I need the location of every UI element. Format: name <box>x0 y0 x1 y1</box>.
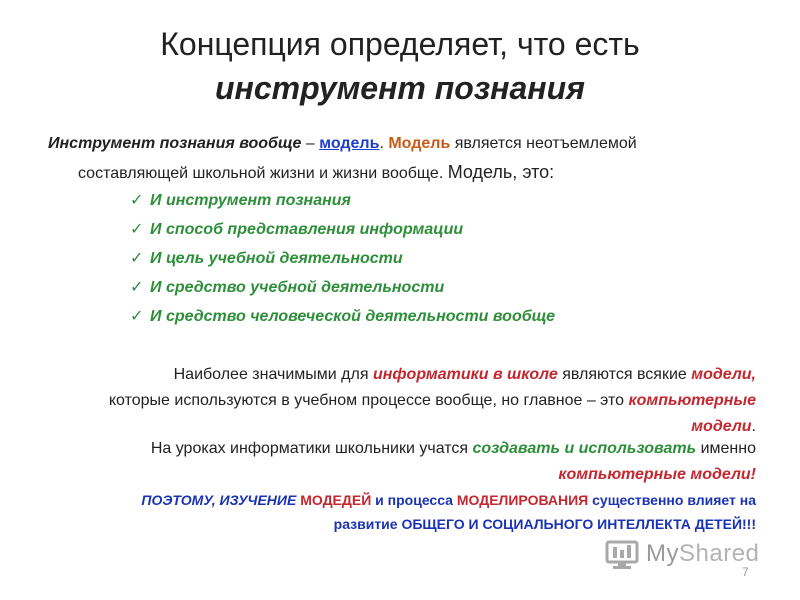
intro-dot: . <box>379 135 389 152</box>
check-item-text: И способ представления информации <box>150 221 464 238</box>
check-item-text: И средство человеческой деятельности вообще <box>150 308 556 325</box>
intro-line2: составляющей школьной жизни и жизни вообще. <box>78 165 448 182</box>
check-item <box>130 273 690 302</box>
text: являются всякие <box>557 366 692 383</box>
text: . <box>751 418 756 435</box>
paragraph-informatics <box>76 362 756 440</box>
myshared-logo <box>604 538 764 570</box>
model-word: Модель <box>388 135 451 152</box>
text: развитие ОБЩЕГО И СОЦИАЛЬНОГО ИНТЕЛЛЕКТА ДЕТЕЙ!!! <box>333 516 756 532</box>
check-icon: ✓ <box>130 221 144 238</box>
paragraph-lessons <box>56 436 756 488</box>
intro-line2-tail: Модель, это: <box>447 162 555 182</box>
highlight-computer-models: компьютерные модели! <box>558 466 756 483</box>
check-icon: ✓ <box>130 250 144 267</box>
text: ПОЭТОМУ, ИЗУЧЕНИЕ <box>141 492 301 508</box>
title-line-2: инструмент познания <box>214 70 586 106</box>
highlight-models-caps: МОДЕДЕЙ <box>300 492 372 508</box>
check-item <box>130 215 690 244</box>
intro-paragraph <box>48 130 758 188</box>
check-item <box>130 244 690 273</box>
text: именно <box>696 440 756 457</box>
check-icon: ✓ <box>130 279 144 296</box>
logo-text-my: My <box>646 540 679 567</box>
logo-text-shared: Shared <box>679 540 760 567</box>
text: На уроках информатики школьники учатся <box>150 440 473 457</box>
model-checklist <box>130 186 690 331</box>
logo-text <box>646 540 759 568</box>
slide-title <box>0 22 800 110</box>
check-icon: ✓ <box>130 308 144 325</box>
myshared-logo-icon <box>604 538 640 570</box>
highlight-computer-models: компьютерные модели <box>628 392 756 435</box>
text: которые используются в учебном процессе вообще, но главное – это <box>108 392 629 409</box>
highlight-models: модели, <box>691 366 756 383</box>
check-item <box>130 302 690 331</box>
check-item <box>130 186 690 215</box>
text: и процесса <box>371 492 457 508</box>
check-icon: ✓ <box>130 192 144 209</box>
intro-rest: является неотъемлемой <box>450 135 637 152</box>
text: Наиболее значимыми для <box>173 366 373 383</box>
page-number: 7 <box>742 565 749 579</box>
highlight-informatics: информатики в школе <box>372 366 558 383</box>
check-item-text: И цель учебной деятельности <box>150 250 403 267</box>
paragraph-conclusion <box>56 488 756 536</box>
text: существенно влияет на <box>588 492 756 508</box>
intro-dash: – <box>301 135 320 152</box>
check-item-text: И средство учебной деятельности <box>150 279 445 296</box>
highlight-create-use: создавать и использовать <box>472 440 697 457</box>
intro-term: Инструмент познания вообще <box>48 135 302 152</box>
model-link[interactable]: модель <box>319 135 380 152</box>
title-line-1: Концепция определяет, что есть <box>160 26 640 62</box>
check-item-text: И инструмент познания <box>150 192 351 209</box>
highlight-modeling: МОДЕЛИРОВАНИЯ <box>456 492 589 508</box>
